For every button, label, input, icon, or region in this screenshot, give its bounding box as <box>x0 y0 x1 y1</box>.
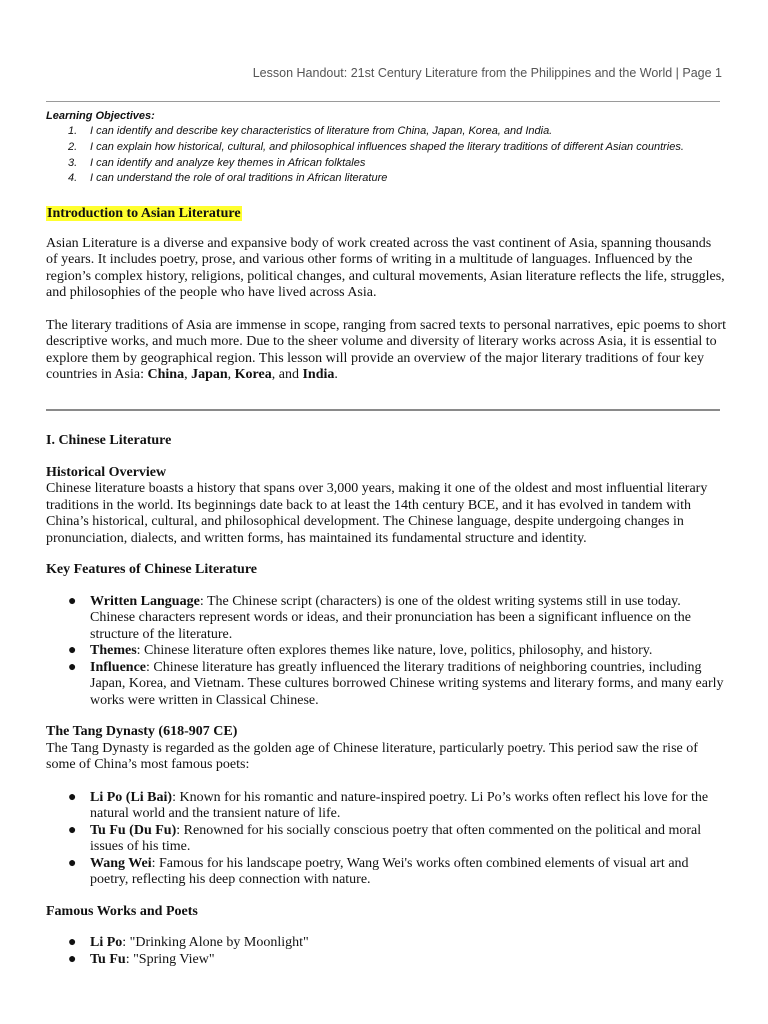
objectives-list <box>46 124 736 187</box>
list-item <box>46 594 726 644</box>
objective-number: 4. <box>68 172 78 185</box>
list-item <box>46 952 726 969</box>
objective-number: 2. <box>68 140 78 153</box>
period: . <box>334 367 338 382</box>
intro-text: The literary traditions of Asia are immense in scope, ranging from sacred texts to personal narratives, epic poems to short descriptive works, and much more. Due to the sheer volume and diversity of literary works across Asia, it is essential to explore them by geographical region. This lesson will provide an overview of the major literary traditions of four key countries in Asia: <box>46 317 726 382</box>
poets-list <box>46 790 726 889</box>
separator: , <box>227 367 235 382</box>
bullet: ● <box>68 659 77 675</box>
intro-paragraph-2 <box>46 318 726 384</box>
objective-item <box>46 156 736 172</box>
famous-works-list <box>46 935 726 968</box>
key-features-list <box>46 594 726 710</box>
objective-item <box>46 171 736 187</box>
objectives-title: Learning Objectives: <box>46 110 155 122</box>
bullet: ● <box>68 643 77 658</box>
learning-objectives <box>46 108 736 187</box>
objective-number: 3. <box>68 156 78 169</box>
objective-item <box>46 140 736 156</box>
separator: , and <box>271 367 303 382</box>
poet-text: : Famous for his landscape poetry, Wang Wei's works often combined elements of visual art and poetry, reflecting his deep connection with nature. <box>90 855 689 887</box>
historical-overview-heading: Historical Overview <box>46 464 167 480</box>
header-divider <box>46 101 720 102</box>
page-header: Lesson Handout: 21st Century Literature from the Philippines and the World | Page 1 <box>252 66 722 80</box>
feature-text: : Chinese literature often explores themes like nature, love, politics, philosophy, and history. <box>136 643 653 658</box>
key-features-heading: Key Features of Chinese Literature <box>46 562 257 577</box>
intro-section <box>46 206 726 384</box>
feature-term: Influence <box>90 659 146 675</box>
work-title: : "Drinking Alone by Moonlight" <box>122 935 309 950</box>
poet-name: Wang Wei <box>90 855 152 871</box>
feature-text: : Chinese literature has greatly influenced the literary traditions of neighboring countries, including Japan, Korea, and Vietnam. These cultures borrowed Chinese writing systems and literary forms, and many early works were written in Classical Chinese. <box>90 659 724 708</box>
country-india: India <box>302 367 335 382</box>
intro-paragraph-1: Asian Literature is a diverse and expansive body of work created across the vast continent of Asia, spanning thousands of years. It includes poetry, prose, and various other forms of writing in a multitude of languages. Influenced by the region’s complex history, religions, political changes, and cultural movements, Asian literature reflects the life, struggles, and philosophies of the people who have lived across Asia. <box>46 235 725 300</box>
chinese-literature-section <box>46 433 726 968</box>
objective-text: I can understand the role of oral traditions in African literature <box>90 172 388 185</box>
poet-text: : Known for his romantic and nature-inspired poetry. Li Po’s works often reflect his love for the natural world and the transient nature of life. <box>90 789 709 821</box>
work-title: : "Spring View" <box>125 951 215 967</box>
poet-text: : Renowned for his socially conscious poetry that often commented on the political and moral issues of his time. <box>90 822 702 854</box>
separator: , <box>184 367 192 382</box>
work-poet: Li Po <box>90 935 123 950</box>
bullet: ● <box>68 951 77 967</box>
feature-text: : The Chinese script (characters) is one of the oldest writing systems still in use today. Chinese characters represent words or ideas, and their pronunciation has been a significant influence on the structure of the literature. <box>90 593 692 642</box>
bullet: ● <box>68 935 77 950</box>
country-japan: Japan <box>191 367 228 382</box>
objective-text: I can identify and analyze key themes in African folktales <box>90 156 366 169</box>
historical-overview-text: Chinese literature boasts a history that spans over 3,000 years, making it one of the oldest and most influential literary traditions in the world. Its beginnings date back to at least the 14th century BCE, and it has evolved in tandem with China’s historical, cultural, and philosophical development. The Chinese language, despite undergoing changes in pronunciation, dialects, and written forms, has maintained its fundamental structure and identity. <box>46 481 708 546</box>
intro-heading: Introduction to Asian Literature <box>47 206 241 221</box>
country-china: China <box>147 367 185 382</box>
list-item <box>46 660 726 710</box>
list-item <box>46 856 726 889</box>
list-item <box>46 935 726 952</box>
list-item <box>46 823 726 856</box>
objective-number: 1. <box>68 125 78 137</box>
objective-item <box>46 124 736 140</box>
list-item <box>46 790 726 823</box>
bullet: ● <box>68 593 77 609</box>
tang-dynasty-text: The Tang Dynasty is regarded as the golden age of Chinese literature, particularly poetry. This period saw the rise of some of China’s most famous poets: <box>46 740 698 772</box>
bullet: ● <box>68 855 77 871</box>
poet-name: Li Po (Li Bai) <box>90 789 173 805</box>
famous-works-heading: Famous Works and Poets <box>46 903 198 919</box>
bullet: ● <box>68 822 77 838</box>
country-korea: Korea <box>234 367 272 382</box>
bullet: ● <box>68 789 77 805</box>
section-divider <box>46 409 720 411</box>
objective-text: I can explain how historical, cultural, and philosophical influences shaped the literary traditions of different Asian countries. <box>90 140 684 153</box>
list-item <box>46 643 726 660</box>
tang-dynasty-heading: The Tang Dynasty (618-907 CE) <box>46 724 238 739</box>
objective-text: I can identify and describe key characteristics of literature from China, Japan, Korea, and India. <box>90 125 553 137</box>
feature-term: Written Language <box>90 593 200 609</box>
section-title: I. Chinese Literature <box>46 433 172 448</box>
work-poet: Tu Fu <box>90 951 126 967</box>
feature-term: Themes <box>90 643 137 658</box>
poet-name: Tu Fu (Du Fu) <box>90 822 177 838</box>
